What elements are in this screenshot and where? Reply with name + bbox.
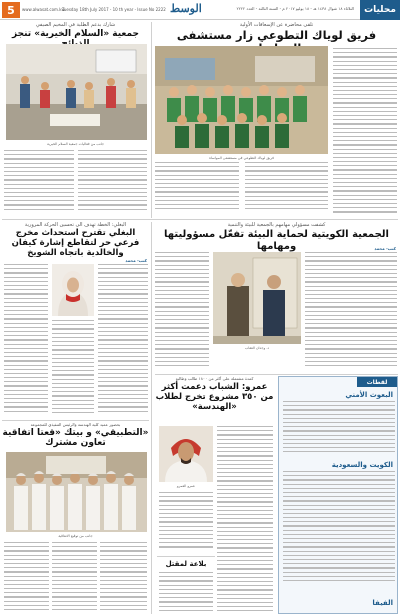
headline: الجمعية الكويتية لحماية البيئة تفعّل مسؤوليتها ومهامها xyxy=(164,229,389,252)
website-link[interactable]: www.alwasat.com.kw xyxy=(22,7,65,12)
newspaper-logo: الوسط xyxy=(170,2,202,15)
article-body-2 xyxy=(52,542,97,612)
sidebar-item-title: البعوث الأمني xyxy=(345,391,393,399)
headline: البغلي تقترح استحداث مخرج فرعي حر لتقاطع إشارة كيفان والخالدية باتجاه الشويخ xyxy=(11,228,140,258)
section-divider xyxy=(2,219,398,220)
headline: عمرو: الشباب دعمت أكثر من ٣٥٠ مشروع تخرج لطلاب «الهندسة» xyxy=(155,382,274,412)
byline: كتب- محمد xyxy=(374,246,396,251)
article-body xyxy=(78,150,147,216)
headline: جمعية «السلام الخيرية» تنجز xyxy=(11,29,139,39)
story-paaet-kfh-agreement xyxy=(2,422,149,614)
story-photo xyxy=(6,452,147,532)
kicker: بحضور عميد كلية الهندسة والرئيس التنفيذي للمجموعة xyxy=(30,422,121,427)
story-engineering-projects xyxy=(155,376,274,614)
photo-caption: فريق لوياك التطوعي في مستشفى المواساة xyxy=(209,156,274,160)
portrait-photo xyxy=(52,264,94,316)
article-body-3 xyxy=(159,572,213,612)
section-label: محليات xyxy=(360,0,400,20)
article-body xyxy=(100,542,147,612)
article-body-2 xyxy=(52,320,94,414)
kicker: شارك بدعم الطلبة في المخيم الصيفي xyxy=(35,22,116,28)
article-body xyxy=(217,426,273,612)
column-divider xyxy=(151,222,152,614)
article-body-2 xyxy=(4,150,74,216)
kicker: تلقى محاضرة عن الإسعافات الأولية xyxy=(239,22,314,28)
sidebar-item-title: الكويت والسعودية xyxy=(331,461,393,469)
photo-caption: جانب من توقيع الاتفاقية xyxy=(58,534,93,538)
story-photo xyxy=(213,252,301,344)
issue-info-arabic: الثلاثاء ١٨ شوال ١٤٣٨ هـ - ١٨ يوليو ٢٠١٧ م - السنة الثالثة - العدد ٢٢٢٢ xyxy=(236,6,354,11)
sidebar-item-body xyxy=(283,471,395,587)
sidebar-box xyxy=(278,376,398,614)
article-body-2 xyxy=(245,162,328,216)
sidebar-item-body xyxy=(283,401,395,457)
kicker: البغلي: الخطة تهدف الى تحسين الحركة المرورية xyxy=(24,222,127,228)
article-body-2 xyxy=(159,492,213,552)
article-body-2 xyxy=(155,252,209,370)
portrait-photo xyxy=(159,426,213,482)
headline: فريق لوياك التطوعي زار مستشفى xyxy=(176,28,377,42)
byline: كتب- محمد xyxy=(125,258,147,263)
photo-caption: عمرو العمرو xyxy=(176,484,196,488)
kicker: كمدة مشتملة على أكثر من ١٨٠٠ طالب وطالبة xyxy=(175,376,254,381)
photo-caption: د. وجدان العقاب xyxy=(245,346,269,350)
story-photo xyxy=(6,44,147,140)
sidebar-item-title: الفيفا xyxy=(372,599,393,607)
issue-date: Tuesday 18th July 2017 - 10 th year - Issue No 2222 xyxy=(62,7,166,12)
article-body-3 xyxy=(155,162,239,216)
article-body-3 xyxy=(4,542,49,612)
column-divider xyxy=(151,22,152,218)
section-divider xyxy=(2,420,149,421)
story-salam-charity xyxy=(2,22,149,218)
headline: «التطبيقي» و بيتك «قعتا اتفاقية تعاون مشترك xyxy=(2,428,149,449)
article-body xyxy=(98,264,148,414)
article-body-3 xyxy=(4,264,48,414)
secondary-headline: بلاعة لمقتل xyxy=(165,560,207,568)
inner-divider xyxy=(157,556,215,557)
article-body xyxy=(305,252,397,370)
article-body xyxy=(333,48,397,216)
photo-caption: جانب من فعاليات جمعية السلام الخيرية xyxy=(46,142,104,146)
story-photo xyxy=(155,46,328,154)
story-environment-society xyxy=(155,222,398,372)
kicker: كشفت مسؤولي مهامهم بالجمعية للبيئة والتنمية xyxy=(227,222,326,228)
sidebar-header: لقطات xyxy=(357,377,397,387)
section-divider xyxy=(155,374,398,375)
story-loyac-volunteers xyxy=(155,22,398,218)
story-traffic-exit xyxy=(2,222,149,418)
page-number: 5 xyxy=(2,2,20,18)
masthead xyxy=(0,0,400,20)
